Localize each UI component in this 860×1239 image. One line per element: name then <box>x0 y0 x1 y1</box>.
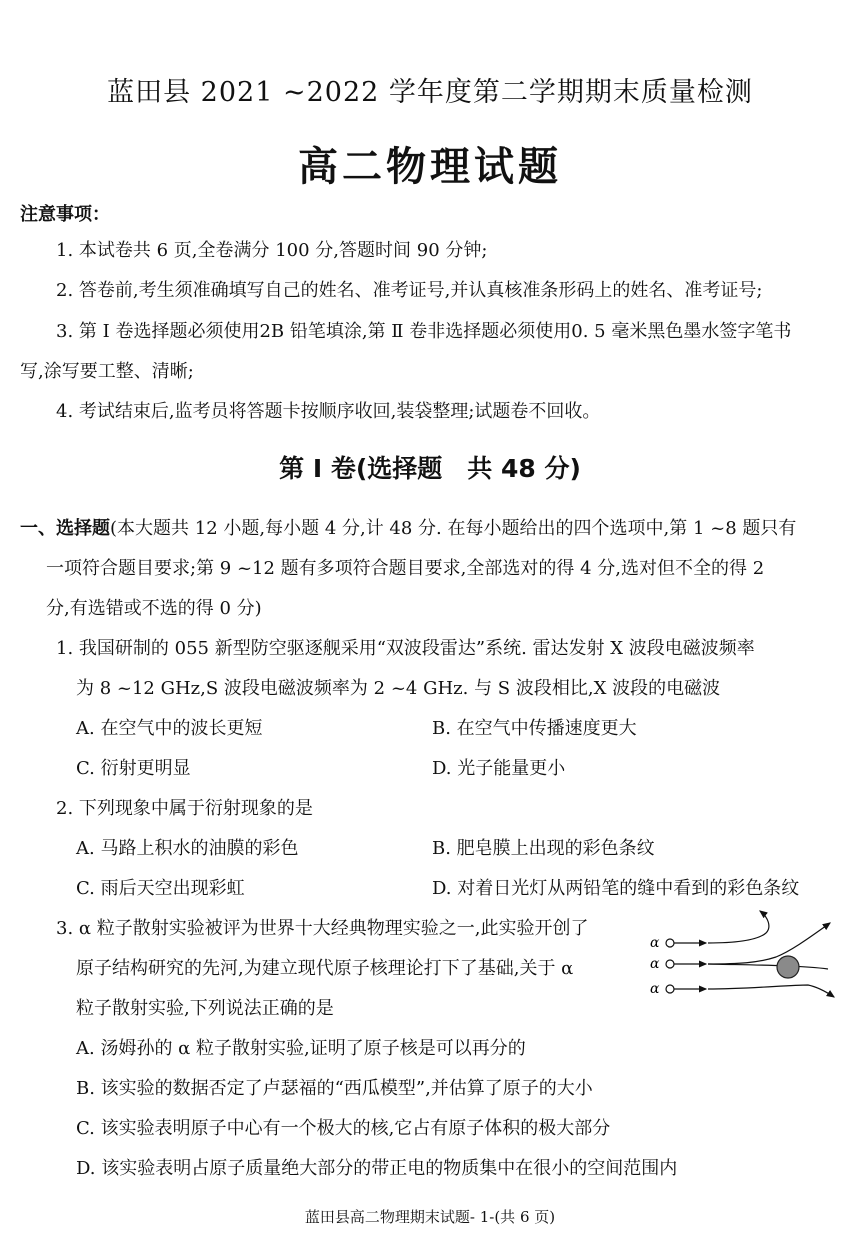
q1-option-c: C. 衍射更明显 <box>76 758 191 779</box>
q1-stem-line-2: 为 8 ~12 GHz,S 波段电磁波频率为 2 ~4 GHz. 与 S 波段相比,X 波段的电磁波 <box>76 678 721 699</box>
q1-option-b: B. 在空气中传播速度更大 <box>432 718 637 739</box>
alpha-scattering-diagram <box>648 905 848 1005</box>
q1-stem-line-1: 1. 我国研制的 055 新型防空驱逐舰采用“双波段雷达”系统. 雷达发射 X 波段电磁波频率 <box>56 638 755 659</box>
straight-track-middle <box>708 964 828 969</box>
alpha-label-3: α <box>650 981 660 997</box>
part-intro-text: (本大题共 12 小题,每小题 4 分,计 48 分. 在每小题给出的四个选项中,第 1 ~8 题只有 <box>110 518 797 539</box>
page-footer: 蓝田县高二物理期末试题- 1-(共 6 页) <box>304 1208 556 1226</box>
q3-stem-line-3: 粒子散射实验,下列说法正确的是 <box>76 998 334 1019</box>
q2-option-b: B. 肥皂膜上出现的彩色条纹 <box>432 838 655 859</box>
note-item-3: 3. 第 Ⅰ 卷选择题必须使用2B 铅笔填涂,第 Ⅱ 卷非选择题必须使用0. 5 毫米黑色墨水签字笔书 <box>56 321 792 342</box>
q1-option-d: D. 光子能量更小 <box>432 758 566 779</box>
q2-option-a: A. 马路上积水的油膜的彩色 <box>76 838 299 859</box>
part-intro-line-1 <box>20 514 796 540</box>
q2-option-c: C. 雨后天空出现彩虹 <box>76 878 245 899</box>
deflected-track-top <box>708 911 769 943</box>
note-item-3-cont: 写,涂写要工整、清晰; <box>20 361 194 382</box>
alpha-particle-2 <box>666 960 674 968</box>
note-item-1: 1. 本试卷共 6 页,全卷满分 100 分,答题时间 90 分钟; <box>56 240 488 261</box>
alpha-label-2: α <box>650 956 660 972</box>
note-item-4: 4. 考试结束后,监考员将答题卡按顺序收回,装袋整理;试题卷不回收。 <box>56 401 601 422</box>
section-title: 第 Ⅰ 卷(选择题 共 48 分) <box>279 454 581 483</box>
q1-option-a: A. 在空气中的波长更短 <box>76 718 263 739</box>
exam-header: 蓝田县 2021 ~2022 学年度第二学期期末质量检测 <box>107 77 753 108</box>
q3-option-d: D. 该实验表明占原子质量绝大部分的带正电的物质集中在很小的空间范围内 <box>76 1158 678 1179</box>
alpha-particle-3 <box>666 985 674 993</box>
q3-option-c: C. 该实验表明原子中心有一个极大的核,它占有原子体积的极大部分 <box>76 1118 611 1139</box>
part-intro-line-2: 一项符合题目要求;第 9 ~12 题有多项符合题目要求,全部选对的得 4 分,选对但不全的得 2 <box>46 558 765 579</box>
q3-option-b: B. 该实验的数据否定了卢瑟福的“西瓜模型”,并估算了原子的大小 <box>76 1078 593 1099</box>
alpha-label-1: α <box>650 935 660 951</box>
page-title: 高二物理试题 <box>298 143 562 190</box>
part-label: 一、选择题 <box>20 518 110 539</box>
q2-stem: 2. 下列现象中属于衍射现象的是 <box>56 798 313 819</box>
q3-stem-line-2: 原子结构研究的先河,为建立现代原子核理论打下了基础,关于 α <box>76 958 574 979</box>
deflected-track-bottom <box>708 985 834 997</box>
note-item-2: 2. 答卷前,考生须准确填写自己的姓名、准考证号,并认真核准条形码上的姓名、准考证号; <box>56 280 763 301</box>
q2-option-d: D. 对着日光灯从两铅笔的缝中看到的彩色条纹 <box>432 878 800 899</box>
q3-option-a: A. 汤姆孙的 α 粒子散射实验,证明了原子核是可以再分的 <box>76 1038 526 1059</box>
part-intro-line-3: 分,有选错或不选的得 0 分) <box>46 598 262 619</box>
q3-stem-line-1: 3. α 粒子散射实验被评为世界十大经典物理实验之一,此实验开创了 <box>56 918 589 939</box>
nucleus <box>777 956 799 978</box>
notes-title: 注意事项： <box>20 204 110 225</box>
alpha-particle-1 <box>666 939 674 947</box>
